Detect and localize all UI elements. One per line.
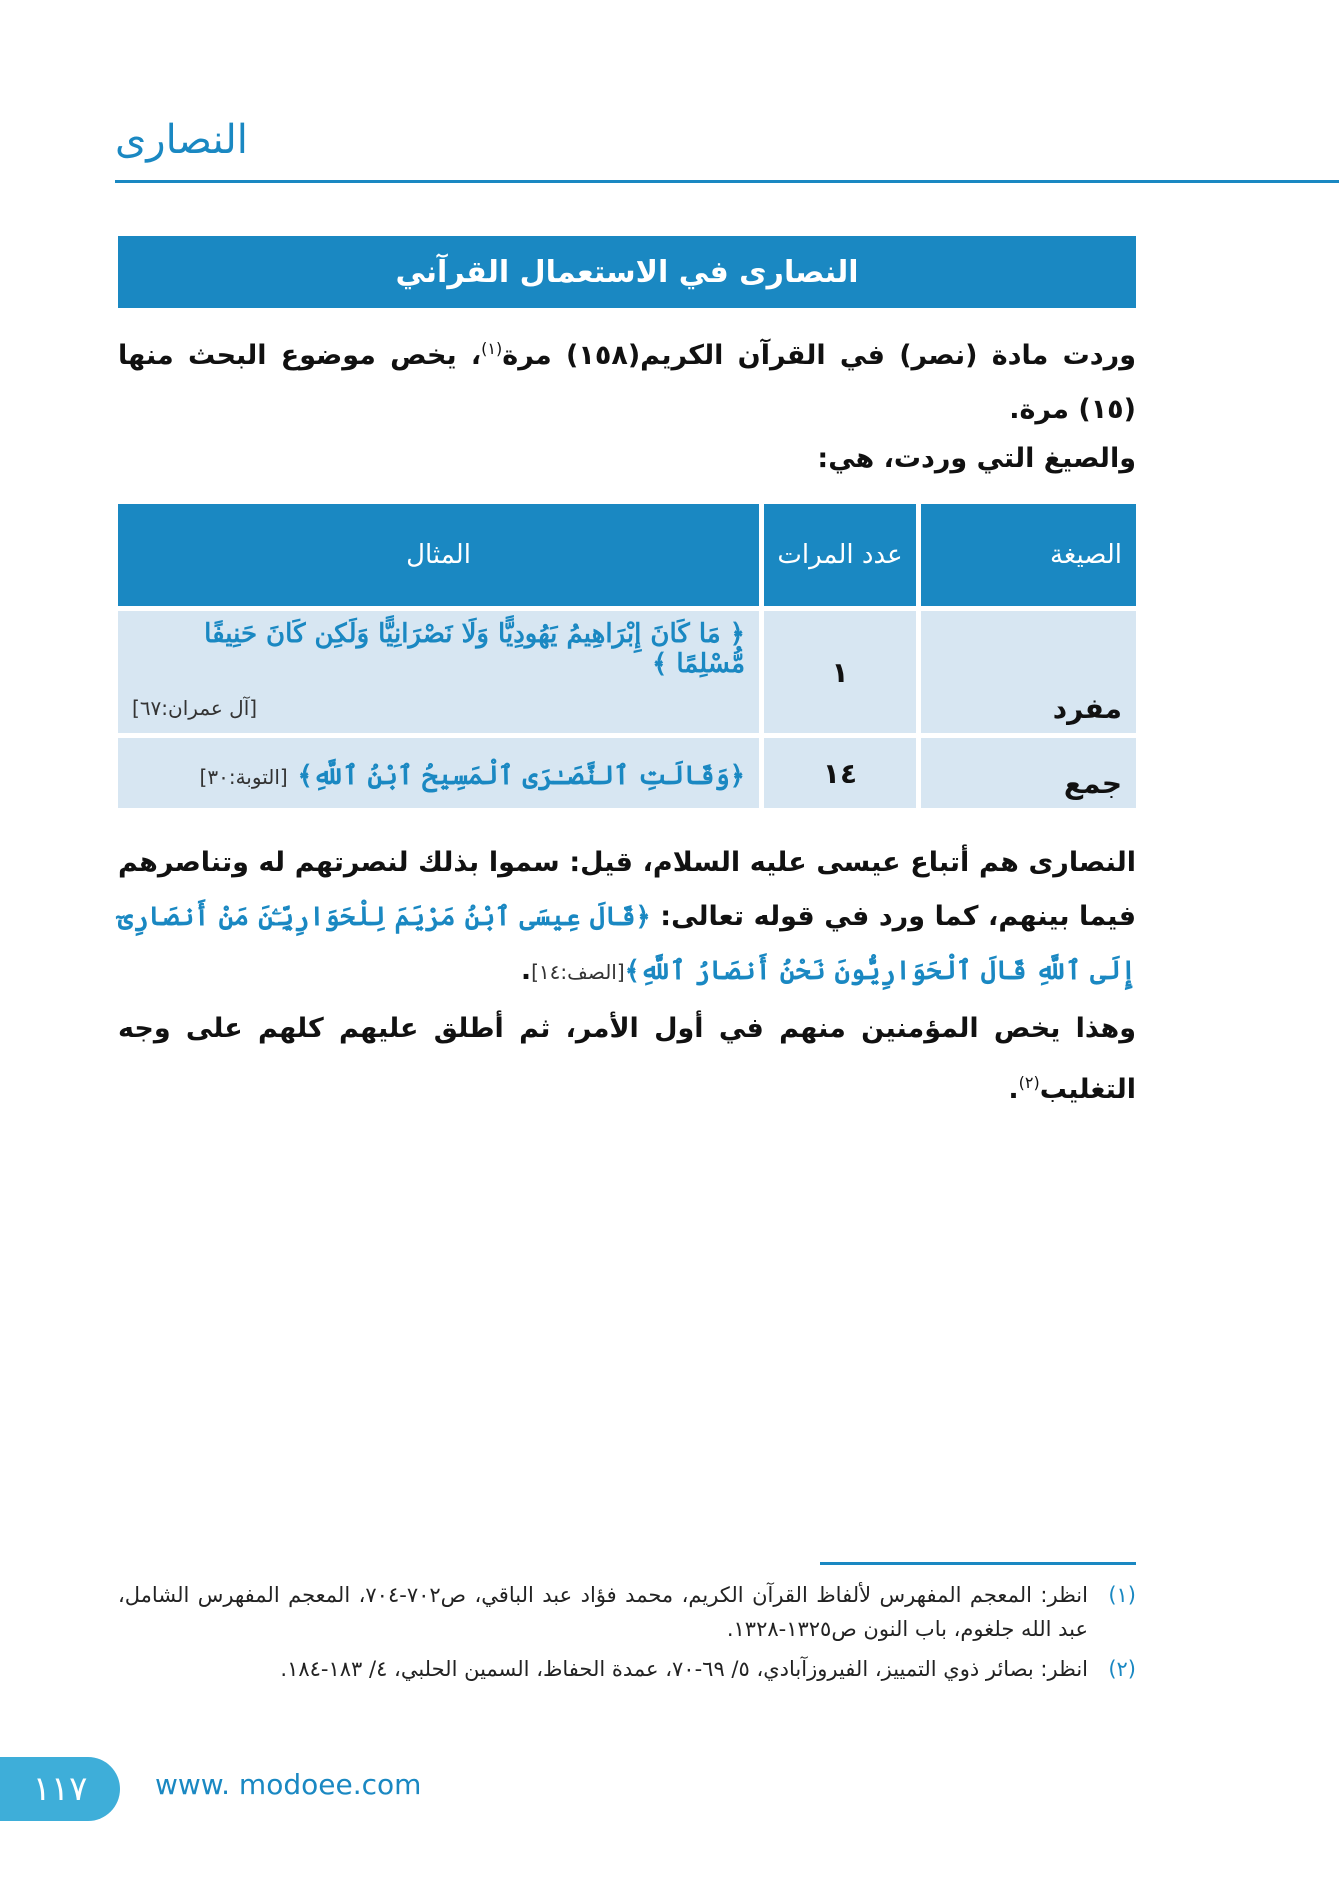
count-cell: ١٤: [764, 738, 916, 808]
footnote-text: انظر: المعجم المفهرس لألفاظ القرآن الكريم، محمد فؤاد عبد الباقي، ص٧٠٢-٧٠٤، المعجم المفهرس الشامل، عبد الله جلغوم، باب النون ص١٣٢٥-١٣٢٨.: [118, 1583, 1088, 1641]
section-title: النصارى في الاستعمال القرآني: [118, 236, 1136, 308]
table-row: [118, 611, 1136, 733]
definition-end: .: [520, 955, 532, 986]
verse-reference: [التوبة:٣٠]: [199, 764, 288, 789]
generalization-end: .: [1008, 1074, 1019, 1105]
verse-reference: [آل عمران:٦٧]: [132, 696, 258, 720]
generalization-text: وهذا يخص المؤمنين منهم في أول الأمر، ثم أطلق عليهم كلهم على وجه التغليب: [118, 1013, 1136, 1105]
website-link[interactable]: www. modoee.com: [155, 1768, 422, 1801]
example-cell: [118, 738, 759, 808]
page-header-title: النصارى: [115, 117, 248, 163]
intro-text-end: ، يخص موضوع البحث منها (١٥) مرة.: [118, 340, 1136, 425]
table-row: [118, 738, 1136, 808]
example-cell: [118, 611, 759, 733]
footnote-text: انظر: بصائر ذوي التمييز، الفيروزآبادي، ٥/ ٦٩-٧٠، عمدة الحفاظ، السمين الحلبي، ٤/ ١٨٣-١٨٤.: [280, 1657, 1088, 1681]
quran-verse: ﴿ مَا كَانَ إِبْرَاهِيمُ يَهُودِيًّا وَلَا نَصْرَانِيًّا وَلَكِن كَانَ حَنِيفًا مُّسْلِمًا ﴾: [204, 619, 745, 679]
count-cell: ١: [764, 611, 916, 733]
forms-intro: والصيغ التي وردت، هي:: [817, 443, 1136, 474]
header-example: المثال: [118, 504, 759, 606]
forms-table-container: [118, 504, 1136, 808]
footnotes-list: [118, 1578, 1136, 1692]
header-rule: [115, 180, 1339, 183]
form-cell: مفرد: [921, 611, 1136, 733]
intro-text-start: وردت مادة (نصر) في القرآن الكريم(١٥٨) مرة: [502, 340, 1136, 371]
forms-table: [113, 499, 1141, 813]
page-number-badge: ١١٧: [0, 1757, 120, 1821]
definition-text: النصارى هم أتباع عيسى عليه السلام، قيل: سموا بذلك لنصرتهم له وتناصرهم فيما بينهم، كما ورد في قوله تعالى:: [118, 847, 1136, 932]
footnote-number: (٢): [1108, 1657, 1136, 1681]
verse-reference: [الصف:١٤]: [531, 960, 625, 984]
generalization-paragraph: [118, 1002, 1136, 1117]
definition-paragraph: [118, 836, 1136, 999]
footnote-separator: [820, 1562, 1136, 1565]
intro-paragraph: [118, 322, 1136, 437]
header-count: عدد المرات: [764, 504, 916, 606]
form-cell: جمع: [921, 738, 1136, 808]
footnote-item: [118, 1652, 1136, 1686]
footnote-item: [118, 1578, 1136, 1646]
footnote-ref-2[interactable]: (٢): [1018, 1073, 1040, 1092]
header-form: الصيغة: [921, 504, 1136, 606]
footnote-ref-1[interactable]: (١): [481, 339, 503, 358]
table-header-row: [118, 504, 1136, 606]
quran-verse: ﴿قَالَ عِيسَى ٱبْنُ مَرْيَمَ لِلْحَوَارِيِّـۧنَ مَنْ أَنصَارِىٓ إِلَى ٱللَّهِ قَالَ ٱلْحَوَارِيُّونَ نَحْنُ أَنصَارُ ٱللَّهِ﴾: [118, 902, 1136, 986]
footnote-number: (١): [1108, 1583, 1136, 1607]
quran-verse: ﴿وَقَالَتِ ٱلنَّصَـٰرَى ٱلْمَسِيحُ ٱبْنُ ٱللَّهِ﴾: [297, 760, 745, 791]
